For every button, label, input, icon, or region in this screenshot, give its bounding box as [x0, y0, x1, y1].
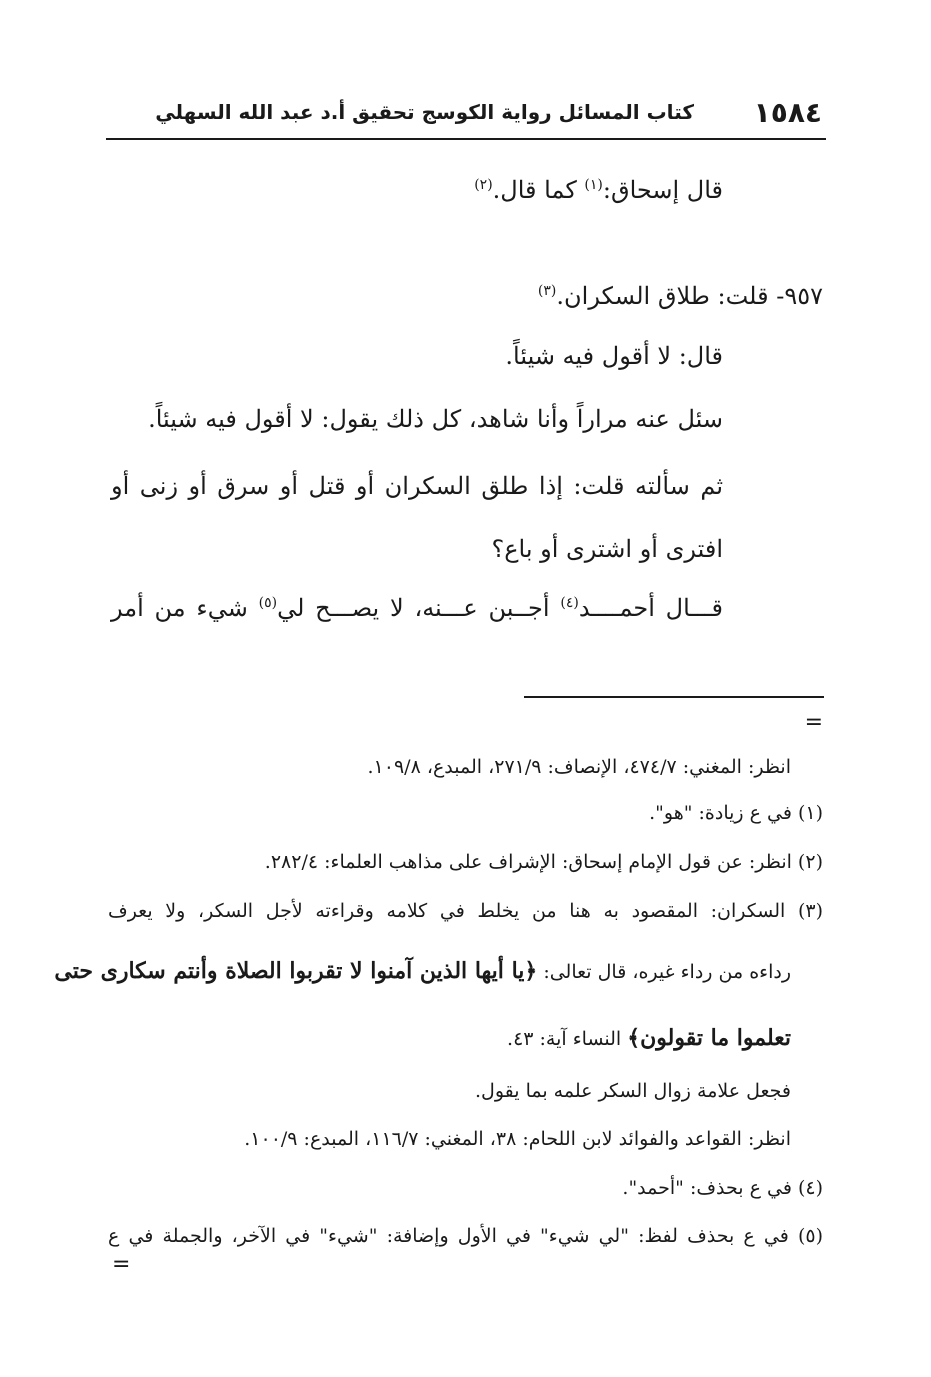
body-line-then: ثم سألته قلت: إذا طلق السكران أو قتل أو سرق أو زنى أو	[111, 472, 723, 500]
end-continuation-mark: =	[112, 1252, 131, 1277]
footnote-ref-3: (٣)	[537, 283, 557, 299]
footnote-ref-4: (٤)	[560, 595, 579, 611]
answer-line-1: قال: لا أقول فيه شيئاً.	[505, 342, 723, 370]
page-header	[106, 88, 826, 140]
footnote-3-line-3: تعلموا ما تقولون﴾ النساء آية: ٤٣.	[507, 1025, 791, 1051]
quran-verse-part-1: ﴿يا أيها الذين آمنوا لا تقربوا الصلاة وأنتم سكارى حتى	[54, 958, 538, 984]
question-number: ٩٥٧-	[768, 282, 823, 310]
footnote-separator	[524, 696, 824, 698]
body-line-iftara: افترى أو اشترى أو باع؟	[491, 535, 723, 563]
question-text: قلت: طلاق السكران.	[556, 282, 769, 310]
footnote-2: (٢) انظر: عن قول الإمام إسحاق: الإشراف على مذاهب العلماء: ٢٨٢/٤.	[264, 851, 823, 873]
body-line-ishaq: قال إسحاق:$^{(١)}$ كما قال.$^{(٢)}$	[474, 176, 723, 204]
continuation-mark: =	[804, 710, 823, 735]
page-number: ١٥٨٤	[753, 96, 822, 129]
question-957	[538, 282, 823, 311]
footnote-1: (١) في ع زيادة: "هو".	[649, 802, 823, 824]
footnote-3-line-1: (٣) السكران: المقصود به هنا من يخلط في كلامه وقراءته لأجل السكر، ولا يعرف	[108, 900, 823, 922]
footnote-4: (٤) في ع بحذف: "أحمد".	[622, 1177, 823, 1199]
footnote-5: (٥) في ع بحذف لفظ: "لي شيء" في الأول وإضافة: "شيء" في الآخر، والجملة في ع	[108, 1225, 823, 1247]
footnote-ref-5: (٥)	[258, 595, 278, 611]
footnote-3-line-4: فجعل علامة زوال السكر علمه بما يقول.	[474, 1080, 791, 1102]
quran-verse-part-2: تعلموا ما تقولون﴾	[627, 1025, 791, 1051]
footnote-3-line-5: انظر: القواعد والفوائد لابن اللحام: ٣٨، المغني: ١١٦/٧، المبدع: ١٠٠/٩.	[244, 1128, 791, 1150]
running-title: كتاب المسائل رواية الكوسج تحقيق أ.د عبد الله السهلي	[155, 100, 694, 124]
body-line-ahmad: قـــال أحمــــد$^{(٤)}$ أجــبن عـــنه، لا يصـــح لي$^{(٥)}$ شيء من أمر	[111, 594, 723, 622]
footnote-ref-line: انظر: المغني: ٤٧٤/٧، الإنصاف: ٢٧١/٩، المبدع، ١٠٩/٨.	[367, 756, 791, 778]
footnote-ref-2: (٢)	[474, 177, 493, 193]
footnote-3-line-2: رداءه من رداء غيره، قال تعالى: ﴿يا أيها الذين آمنوا لا تقربوا الصلاة وأنتم سكارى حتى	[54, 958, 791, 984]
footnote-ref-1: (١)	[584, 177, 603, 193]
body-line-asked: سئل عنه مراراً وأنا شاهد، كل ذلك يقول: لا أقول فيه شيئاً.	[148, 405, 723, 433]
